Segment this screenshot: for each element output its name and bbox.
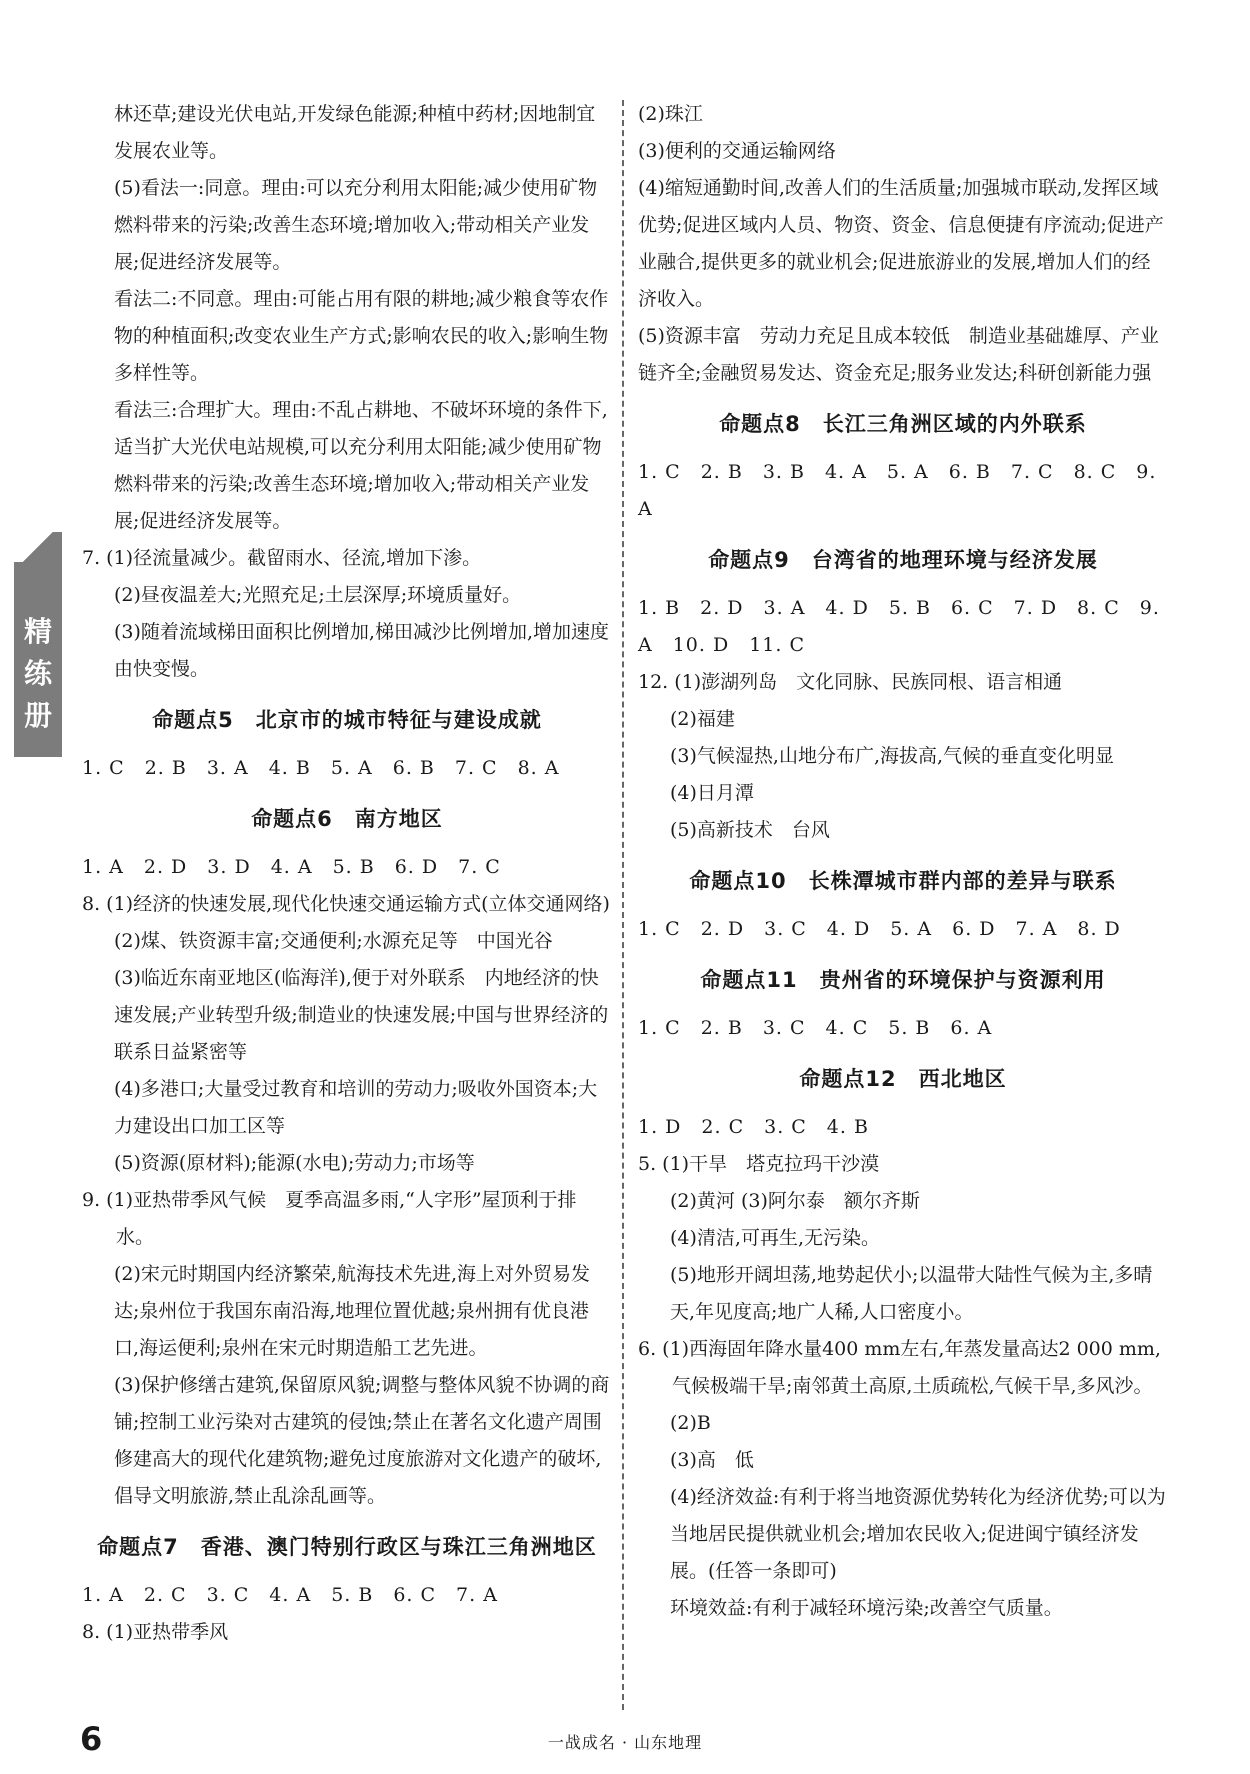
answer-text: (5)地形开阔坦荡,地势起伏小;以温带大陆性气候为主,多晴天,年见度高;地广人稀,人口密度小。 bbox=[670, 1264, 1153, 1323]
answer-key: 1. B 2. D 3. A 4. D 5. B 6. C 7. D 8. C 9. A 10. D 11. C bbox=[638, 597, 1167, 656]
answer-text: (2)福建 bbox=[670, 708, 735, 730]
answer-text: (2)珠江 bbox=[638, 103, 703, 125]
answer-text: (4)缩短通勤时间,改善人们的生活质量;加强城市联动,发挥区域优势;促进区域内人员、物资、资金、信息便捷有序流动;促进产业融合,提供更多的就业机会;促进旅游业的发展,增加人们的经济收入。 bbox=[638, 177, 1164, 310]
section-heading: 命题点7 香港、澳门特别行政区与珠江三角洲地区 bbox=[97, 1535, 597, 1559]
section-heading: 命题点12 西北地区 bbox=[799, 1067, 1007, 1091]
column-divider bbox=[622, 100, 624, 1710]
answer-text: (3)高 低 bbox=[670, 1449, 754, 1471]
answer-key: 1. C 2. B 3. A 4. B 5. A 6. B 7. C 8. A bbox=[82, 757, 560, 779]
footer-title: 一战成名 · 山东地理 bbox=[547, 1733, 703, 1752]
answer-text: 9. (1)亚热带季风气候 夏季高温多雨,“人字形”屋顶利于排水。 bbox=[82, 1189, 577, 1248]
answer-text: 看法二:不同意。理由:可能占用有限的耕地;减少粮食等农作物的种植面积;改变农业生产方式;影响农民的收入;影响生物多样性等。 bbox=[114, 288, 609, 384]
answer-text: (2)B bbox=[670, 1412, 711, 1434]
section-tab-char-1: 精 bbox=[23, 615, 52, 648]
section-heading: 命题点8 长江三角洲区域的内外联系 bbox=[719, 412, 1087, 436]
answer-key: 1. D 2. C 3. C 4. B bbox=[638, 1116, 869, 1138]
section-heading: 命题点11 贵州省的环境保护与资源利用 bbox=[700, 968, 1106, 992]
answer-text: 看法三:合理扩大。理由:不乱占耕地、不破坏环境的条件下,适当扩大光伏电站规模,可以充分利用太阳能;减少使用矿物燃料带来的污染;改善生态环境;增加收入;带动相关产业发展;促进经济发展等。 bbox=[114, 399, 608, 532]
answer-text: 7. (1)径流量减少。截留雨水、径流,增加下渗。 bbox=[82, 547, 482, 569]
answer-text: 12. (1)澎湖列岛 文化同脉、民族同根、语言相通 bbox=[638, 671, 1063, 693]
answer-text: (4)清洁,可再生,无污染。 bbox=[670, 1227, 880, 1249]
answer-text: (5)看法一:同意。理由:可以充分利用太阳能;减少使用矿物燃料带来的污染;改善生态环境;增加收入;带动相关产业发展;促进经济发展等。 bbox=[114, 177, 598, 273]
left-column bbox=[82, 96, 612, 1651]
section-heading: 命题点9 台湾省的地理环境与经济发展 bbox=[708, 548, 1098, 572]
answer-key: 1. A 2. C 3. C 4. A 5. B 6. C 7. A bbox=[82, 1584, 498, 1606]
answer-text: (2)宋元时期国内经济繁荣,航海技术先进,海上对外贸易发达;泉州位于我国东南沿海,地理位置优越;泉州拥有优良港口,海运便利;泉州在宋元时期造船工艺先进。 bbox=[114, 1263, 590, 1359]
answer-text: (4)日月潭 bbox=[670, 782, 754, 804]
section-tab-char-2: 练 bbox=[23, 657, 52, 690]
section-tab bbox=[14, 532, 62, 757]
section-heading: 命题点5 北京市的城市特征与建设成就 bbox=[152, 708, 542, 732]
answer-text: (3)气候湿热,山地分布广,海拔高,气候的垂直变化明显 bbox=[670, 745, 1115, 767]
answer-text: (3)随着流域梯田面积比例增加,梯田减沙比例增加,增加速度由快变慢。 bbox=[114, 621, 609, 680]
answer-text: 8. (1)亚热带季风 bbox=[82, 1621, 229, 1643]
answer-text: (4)多港口;大量受过教育和培训的劳动力;吸收外国资本;大力建设出口加工区等 bbox=[114, 1078, 598, 1137]
answer-text: (5)高新技术 台风 bbox=[670, 819, 830, 841]
answer-text: (5)资源丰富 劳动力充足且成本较低 制造业基础雄厚、产业链齐全;金融贸易发达、资金充足;服务业发达;科研创新能力强 bbox=[638, 325, 1159, 384]
answer-key: 1. C 2. D 3. C 4. D 5. A 6. D 7. A 8. D bbox=[638, 918, 1121, 940]
tab-notch bbox=[14, 532, 62, 562]
answer-text: (3)保护修缮古建筑,保留原风貌;调整与整体风貌不协调的商铺;控制工业污染对古建筑的侵蚀;禁止在著名文化遗产周围修建高大的现代化建筑物;避免过度旅游对文化遗产的破坏,倡导文明旅游,禁止乱涂乱画等。 bbox=[114, 1374, 610, 1507]
answer-text: (2)黄河 (3)阿尔泰 额尔齐斯 bbox=[670, 1190, 920, 1212]
answer-text: 8. (1)经济的快速发展,现代化快速交通运输方式(立体交通网络) bbox=[82, 893, 610, 915]
page-number: 6 bbox=[80, 1720, 103, 1758]
answer-text: 5. (1)干旱 塔克拉玛干沙漠 bbox=[638, 1153, 880, 1175]
answer-key: 1. A 2. D 3. D 4. A 5. B 6. D 7. C bbox=[82, 856, 501, 878]
answer-text: (4)经济效益:有利于将当地资源优势转化为经济优势;可以为当地居民提供就业机会;增加农民收入;促进闽宁镇经济发展。(任答一条即可) bbox=[670, 1486, 1166, 1582]
answer-key: 1. C 2. B 3. B 4. A 5. A 6. B 7. C 8. C 9. A bbox=[638, 461, 1164, 520]
answer-key: 1. C 2. B 3. C 4. C 5. B 6. A bbox=[638, 1017, 993, 1039]
answer-text: 环境效益:有利于减轻环境污染;改善空气质量。 bbox=[670, 1597, 1063, 1619]
answer-text: (2)煤、铁资源丰富;交通便利;水源充足等 中国光谷 bbox=[114, 930, 553, 952]
section-tab-char-3: 册 bbox=[23, 699, 52, 732]
answer-text: 6. (1)西海固年降水量400 mm左右,年蒸发量高达2 000 mm,气候极端干旱;南邻黄土高原,土质疏松,气候干旱,多风沙。 bbox=[638, 1338, 1161, 1397]
section-heading: 命题点10 长株潭城市群内部的差异与联系 bbox=[689, 869, 1117, 893]
section-heading: 命题点6 南方地区 bbox=[251, 807, 443, 831]
answer-text: (3)临近东南亚地区(临海洋),便于对外联系 内地经济的快速发展;产业转型升级;制造业的快速发展;中国与世界经济的联系日益紧密等 bbox=[114, 967, 609, 1063]
answer-text: 林还草;建设光伏电站,开发绿色能源;种植中药材;因地制宜发展农业等。 bbox=[114, 103, 596, 162]
answer-text: (2)昼夜温差大;光照充足;土层深厚;环境质量好。 bbox=[114, 584, 522, 606]
answer-text: (5)资源(原材料);能源(水电);劳动力;市场等 bbox=[114, 1152, 475, 1174]
right-column bbox=[638, 96, 1168, 1627]
answer-text: (3)便利的交通运输网络 bbox=[638, 140, 836, 162]
